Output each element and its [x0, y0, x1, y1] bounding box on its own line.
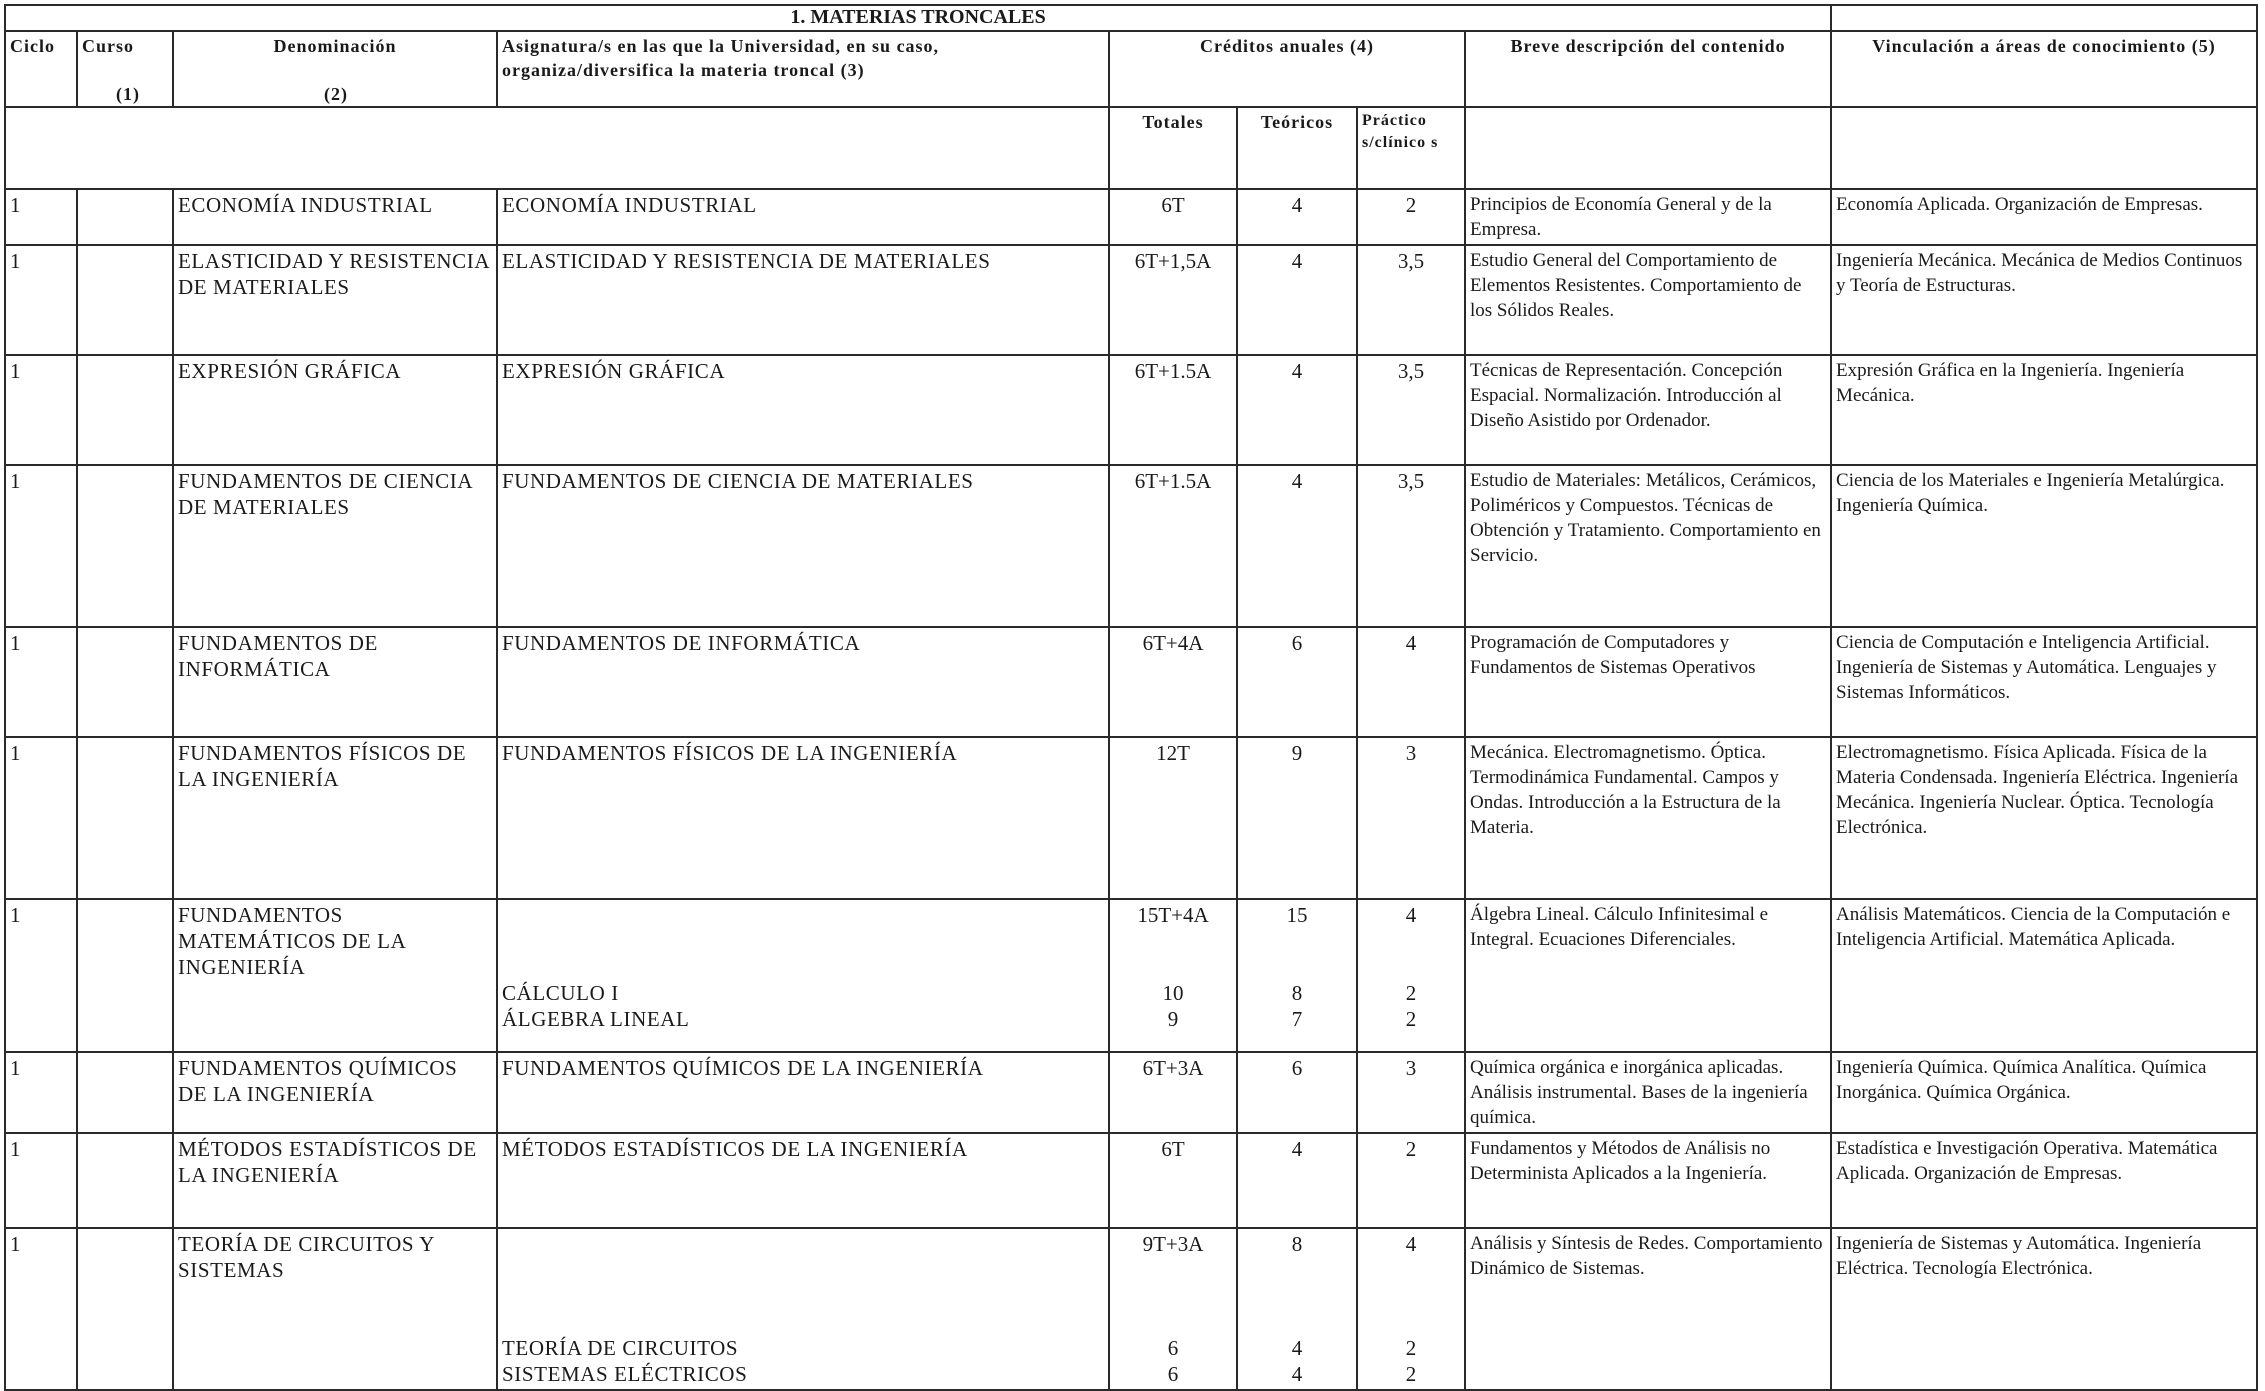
asignatura-cell: FUNDAMENTOS FÍSICOS DE LA INGENIERÍA — [497, 737, 1109, 899]
teoricos-cell — [1237, 1228, 1357, 1390]
sub-totales: 6 — [1167, 1362, 1179, 1386]
table-row — [5, 627, 2257, 737]
teoricos-cell: 6 — [1237, 1052, 1357, 1133]
practicos-cell: 3,5 — [1357, 355, 1465, 465]
line-spacer — [1242, 1283, 1352, 1309]
teoricos-cell: 9 — [1237, 737, 1357, 899]
teoricos-main: 8 — [1291, 1232, 1303, 1256]
teoricos-main: 15 — [1286, 903, 1308, 927]
totales-cell: 6T — [1109, 189, 1237, 245]
totales-main: 9T+3A — [1142, 1232, 1204, 1256]
curso-cell — [77, 1228, 173, 1390]
practicos-cell — [1357, 899, 1465, 1052]
totales-cell: 6T+3A — [1109, 1052, 1237, 1133]
descripcion-cell: Análisis y Síntesis de Redes. Comportamiento Dinámico de Sistemas. — [1465, 1228, 1831, 1390]
line-spacer — [502, 1257, 1104, 1283]
title-blank-cell — [1831, 5, 2257, 31]
sub-practicos: 2 — [1405, 1362, 1417, 1386]
line-spacer — [1114, 1283, 1232, 1309]
header-blank-vinc — [1831, 107, 2257, 189]
practicos-main: 4 — [1405, 903, 1417, 927]
line-spacer — [1114, 1257, 1232, 1283]
descripcion-cell: Mecánica. Electromagnetismo. Óptica. Termodinámica Fundamental. Campos y Ondas. Introducción a la Estructura de la Materia. — [1465, 737, 1831, 899]
practicos-cell: 2 — [1357, 189, 1465, 245]
ciclo-cell: 1 — [5, 627, 77, 737]
totales-main: 15T+4A — [1137, 903, 1209, 927]
vinculacion-cell: Expresión Gráfica en la Ingeniería. Ingeniería Mecánica. — [1831, 355, 2257, 465]
vinculacion-cell: Ingeniería Química. Química Analítica. Química Inorgánica. Química Orgánica. — [1831, 1052, 2257, 1133]
table-row — [5, 355, 2257, 465]
practicos-cell: 3 — [1357, 1052, 1465, 1133]
denominacion-cell: FUNDAMENTOS DE CIENCIA DE MATERIALES — [173, 465, 497, 627]
totales-cell: 6T+1.5A — [1109, 465, 1237, 627]
sub-asignatura: TEORÍA DE CIRCUITOS — [502, 1336, 739, 1360]
sub-totales: 6 — [1167, 1336, 1179, 1360]
ciclo-cell: 1 — [5, 465, 77, 627]
table-title: 1. MATERIAS TRONCALES — [5, 5, 1831, 31]
asignatura-cell: FUNDAMENTOS QUÍMICOS DE LA INGENIERÍA — [497, 1052, 1109, 1133]
curso-cell — [77, 899, 173, 1052]
sub-asignatura: ÁLGEBRA LINEAL — [502, 1007, 690, 1031]
line-spacer — [1362, 1309, 1460, 1335]
ciclo-cell: 1 — [5, 1052, 77, 1133]
descripcion-cell: Programación de Computadores y Fundamentos de Sistemas Operativos — [1465, 627, 1831, 737]
curso-cell — [77, 737, 173, 899]
denominacion-cell: FUNDAMENTOS DE INFORMÁTICA — [173, 627, 497, 737]
denominacion-cell: ECONOMÍA INDUSTRIAL — [173, 189, 497, 245]
vinculacion-cell: Economía Aplicada. Organización de Empresas. — [1831, 189, 2257, 245]
descripcion-cell: Fundamentos y Métodos de Análisis no Determinista Aplicados a la Ingeniería. — [1465, 1133, 1831, 1228]
denominacion-cell: ELASTICIDAD Y RESISTENCIA DE MATERIALES — [173, 245, 497, 355]
header-asignaturas: Asignatura/s en las que la Universidad, en su caso, organiza/diversifica la materia troncal (3) — [497, 31, 1109, 107]
denominacion-cell: FUNDAMENTOS MATEMÁTICOS DE LA INGENIERÍA — [173, 899, 497, 1052]
curso-cell — [77, 189, 173, 245]
asignatura-cell: ECONOMÍA INDUSTRIAL — [497, 189, 1109, 245]
sub-asignatura: CÁLCULO I — [502, 981, 619, 1005]
header-teoricos: Teóricos — [1237, 107, 1357, 189]
ciclo-cell: 1 — [5, 1133, 77, 1228]
descripcion-cell: Álgebra Lineal. Cálculo Infinitesimal e Integral. Ecuaciones Diferenciales. — [1465, 899, 1831, 1052]
vinculacion-cell: Ingeniería de Sistemas y Automática. Ingeniería Eléctrica. Tecnología Electrónica. — [1831, 1228, 2257, 1390]
table-row — [5, 899, 2257, 1052]
teoricos-cell: 6 — [1237, 627, 1357, 737]
totales-cell — [1109, 899, 1237, 1052]
ciclo-cell: 1 — [5, 355, 77, 465]
curso-cell — [77, 465, 173, 627]
vinculacion-cell: Ciencia de los Materiales e Ingeniería Metalúrgica. Ingeniería Química. — [1831, 465, 2257, 627]
totales-cell — [1109, 1228, 1237, 1390]
line-spacer — [502, 902, 1104, 928]
practicos-cell: 3,5 — [1357, 245, 1465, 355]
line-spacer — [1362, 1257, 1460, 1283]
header-blank-desc — [1465, 107, 1831, 189]
denominacion-cell: EXPRESIÓN GRÁFICA — [173, 355, 497, 465]
sub-totales: 9 — [1167, 1007, 1179, 1031]
denominacion-cell: FUNDAMENTOS QUÍMICOS DE LA INGENIERÍA — [173, 1052, 497, 1133]
totales-cell: 6T+4A — [1109, 627, 1237, 737]
header-creditos: Créditos anuales (4) — [1109, 31, 1465, 107]
descripcion-cell: Estudio General del Comportamiento de Elementos Resistentes. Comportamiento de los Sólidos Reales. — [1465, 245, 1831, 355]
line-spacer — [1362, 928, 1460, 954]
sub-practicos: 2 — [1405, 1007, 1417, 1031]
table-row — [5, 245, 2257, 355]
document-sheet — [4, 4, 2256, 1391]
table-row — [5, 189, 2257, 245]
ciclo-cell: 1 — [5, 737, 77, 899]
line-spacer — [1114, 928, 1232, 954]
teoricos-cell: 4 — [1237, 1133, 1357, 1228]
ciclo-cell: 1 — [5, 1228, 77, 1390]
vinculacion-cell: Ingeniería Mecánica. Mecánica de Medios Continuos y Teoría de Estructuras. — [1831, 245, 2257, 355]
practicos-cell: 2 — [1357, 1133, 1465, 1228]
header-denominacion: Denominación (2) — [173, 31, 497, 107]
teoricos-cell — [1237, 899, 1357, 1052]
header-ciclo: Ciclo — [5, 31, 77, 107]
descripcion-cell: Química orgánica e inorgánica aplicadas. Análisis instrumental. Bases de la ingeniería química. — [1465, 1052, 1831, 1133]
line-spacer — [1362, 954, 1460, 980]
sub-teoricos: 8 — [1291, 981, 1303, 1005]
teoricos-cell: 4 — [1237, 245, 1357, 355]
line-spacer — [1114, 1309, 1232, 1335]
asignatura-cell: EXPRESIÓN GRÁFICA — [497, 355, 1109, 465]
curso-cell — [77, 1133, 173, 1228]
sub-asignatura: SISTEMAS ELÉCTRICOS — [502, 1362, 748, 1386]
line-spacer — [1114, 954, 1232, 980]
line-spacer — [502, 1231, 1104, 1257]
ciclo-cell: 1 — [5, 899, 77, 1052]
ciclo-cell: 1 — [5, 189, 77, 245]
sub-totales: 10 — [1162, 981, 1184, 1005]
totales-cell: 12T — [1109, 737, 1237, 899]
line-spacer — [1242, 954, 1352, 980]
vinculacion-cell: Análisis Matemáticos. Ciencia de la Computación e Inteligencia Artificial. Matemática Aplicada. — [1831, 899, 2257, 1052]
practicos-main: 4 — [1405, 1232, 1417, 1256]
sub-teoricos: 4 — [1291, 1362, 1303, 1386]
header-vinculacion: Vinculación a áreas de conocimiento (5) — [1831, 31, 2257, 107]
totales-cell: 6T+1.5A — [1109, 355, 1237, 465]
asignatura-cell: ELASTICIDAD Y RESISTENCIA DE MATERIALES — [497, 245, 1109, 355]
curso-cell — [77, 1052, 173, 1133]
teoricos-cell: 4 — [1237, 465, 1357, 627]
line-spacer — [1362, 1283, 1460, 1309]
line-spacer — [1242, 1309, 1352, 1335]
vinculacion-cell: Ciencia de Computación e Inteligencia Artificial. Ingeniería de Sistemas y Automática. Lenguajes y Sistemas Informáticos. — [1831, 627, 2257, 737]
denominacion-cell: MÉTODOS ESTADÍSTICOS DE LA INGENIERÍA — [173, 1133, 497, 1228]
asignatura-cell: FUNDAMENTOS DE INFORMÁTICA — [497, 627, 1109, 737]
line-spacer — [502, 1309, 1104, 1335]
header-curso: Curso (1) — [77, 31, 173, 107]
line-spacer — [1242, 928, 1352, 954]
header-descripcion: Breve descripción del contenido — [1465, 31, 1831, 107]
vinculacion-cell: Electromagnetismo. Física Aplicada. Física de la Materia Condensada. Ingeniería Eléctrica. Ingeniería Mecánica. Ingeniería Nuclear. Óptica. Tecnología Electrónica. — [1831, 737, 2257, 899]
line-spacer — [502, 1283, 1104, 1309]
practicos-cell: 3 — [1357, 737, 1465, 899]
table-row — [5, 737, 2257, 899]
header-practicos: Práctico s/clínico s — [1357, 107, 1465, 189]
line-spacer — [1242, 1257, 1352, 1283]
teoricos-cell: 4 — [1237, 189, 1357, 245]
curso-cell — [77, 245, 173, 355]
header-denominacion-note: (2) — [324, 84, 348, 104]
sub-teoricos: 4 — [1291, 1336, 1303, 1360]
denominacion-cell: FUNDAMENTOS FÍSICOS DE LA INGENIERÍA — [173, 737, 497, 899]
practicos-cell: 4 — [1357, 627, 1465, 737]
totales-cell: 6T+1,5A — [1109, 245, 1237, 355]
asignatura-cell — [497, 899, 1109, 1052]
descripcion-cell: Técnicas de Representación. Concepción Espacial. Normalización. Introducción al Diseño Asistido por Ordenador. — [1465, 355, 1831, 465]
totales-cell: 6T — [1109, 1133, 1237, 1228]
asignatura-cell: FUNDAMENTOS DE CIENCIA DE MATERIALES — [497, 465, 1109, 627]
line-spacer — [502, 954, 1104, 980]
asignatura-cell: MÉTODOS ESTADÍSTICOS DE LA INGENIERÍA — [497, 1133, 1109, 1228]
sub-practicos: 2 — [1405, 1336, 1417, 1360]
table-row — [5, 465, 2257, 627]
sub-practicos: 2 — [1405, 981, 1417, 1005]
practicos-cell: 3,5 — [1357, 465, 1465, 627]
descripcion-cell: Principios de Economía General y de la Empresa. — [1465, 189, 1831, 245]
header-curso-note: (1) — [116, 84, 140, 104]
header-totales: Totales — [1109, 107, 1237, 189]
sub-teoricos: 7 — [1291, 1007, 1303, 1031]
table-row — [5, 1133, 2257, 1228]
materias-troncales-table — [4, 4, 2258, 1391]
practicos-cell — [1357, 1228, 1465, 1390]
table-body — [5, 189, 2257, 1390]
table-row — [5, 1228, 2257, 1390]
vinculacion-cell: Estadística e Investigación Operativa. Matemática Aplicada. Organización de Empresas. — [1831, 1133, 2257, 1228]
header-blank-band — [5, 107, 1109, 189]
ciclo-cell: 1 — [5, 245, 77, 355]
curso-cell — [77, 627, 173, 737]
denominacion-cell: TEORÍA DE CIRCUITOS Y SISTEMAS — [173, 1228, 497, 1390]
line-spacer — [502, 928, 1104, 954]
curso-cell — [77, 355, 173, 465]
asignatura-cell — [497, 1228, 1109, 1390]
teoricos-cell: 4 — [1237, 355, 1357, 465]
descripcion-cell: Estudio de Materiales: Metálicos, Cerámicos, Poliméricos y Compuestos. Técnicas de Obtención y Tratamiento. Comportamiento en Servicio. — [1465, 465, 1831, 627]
table-row — [5, 1052, 2257, 1133]
